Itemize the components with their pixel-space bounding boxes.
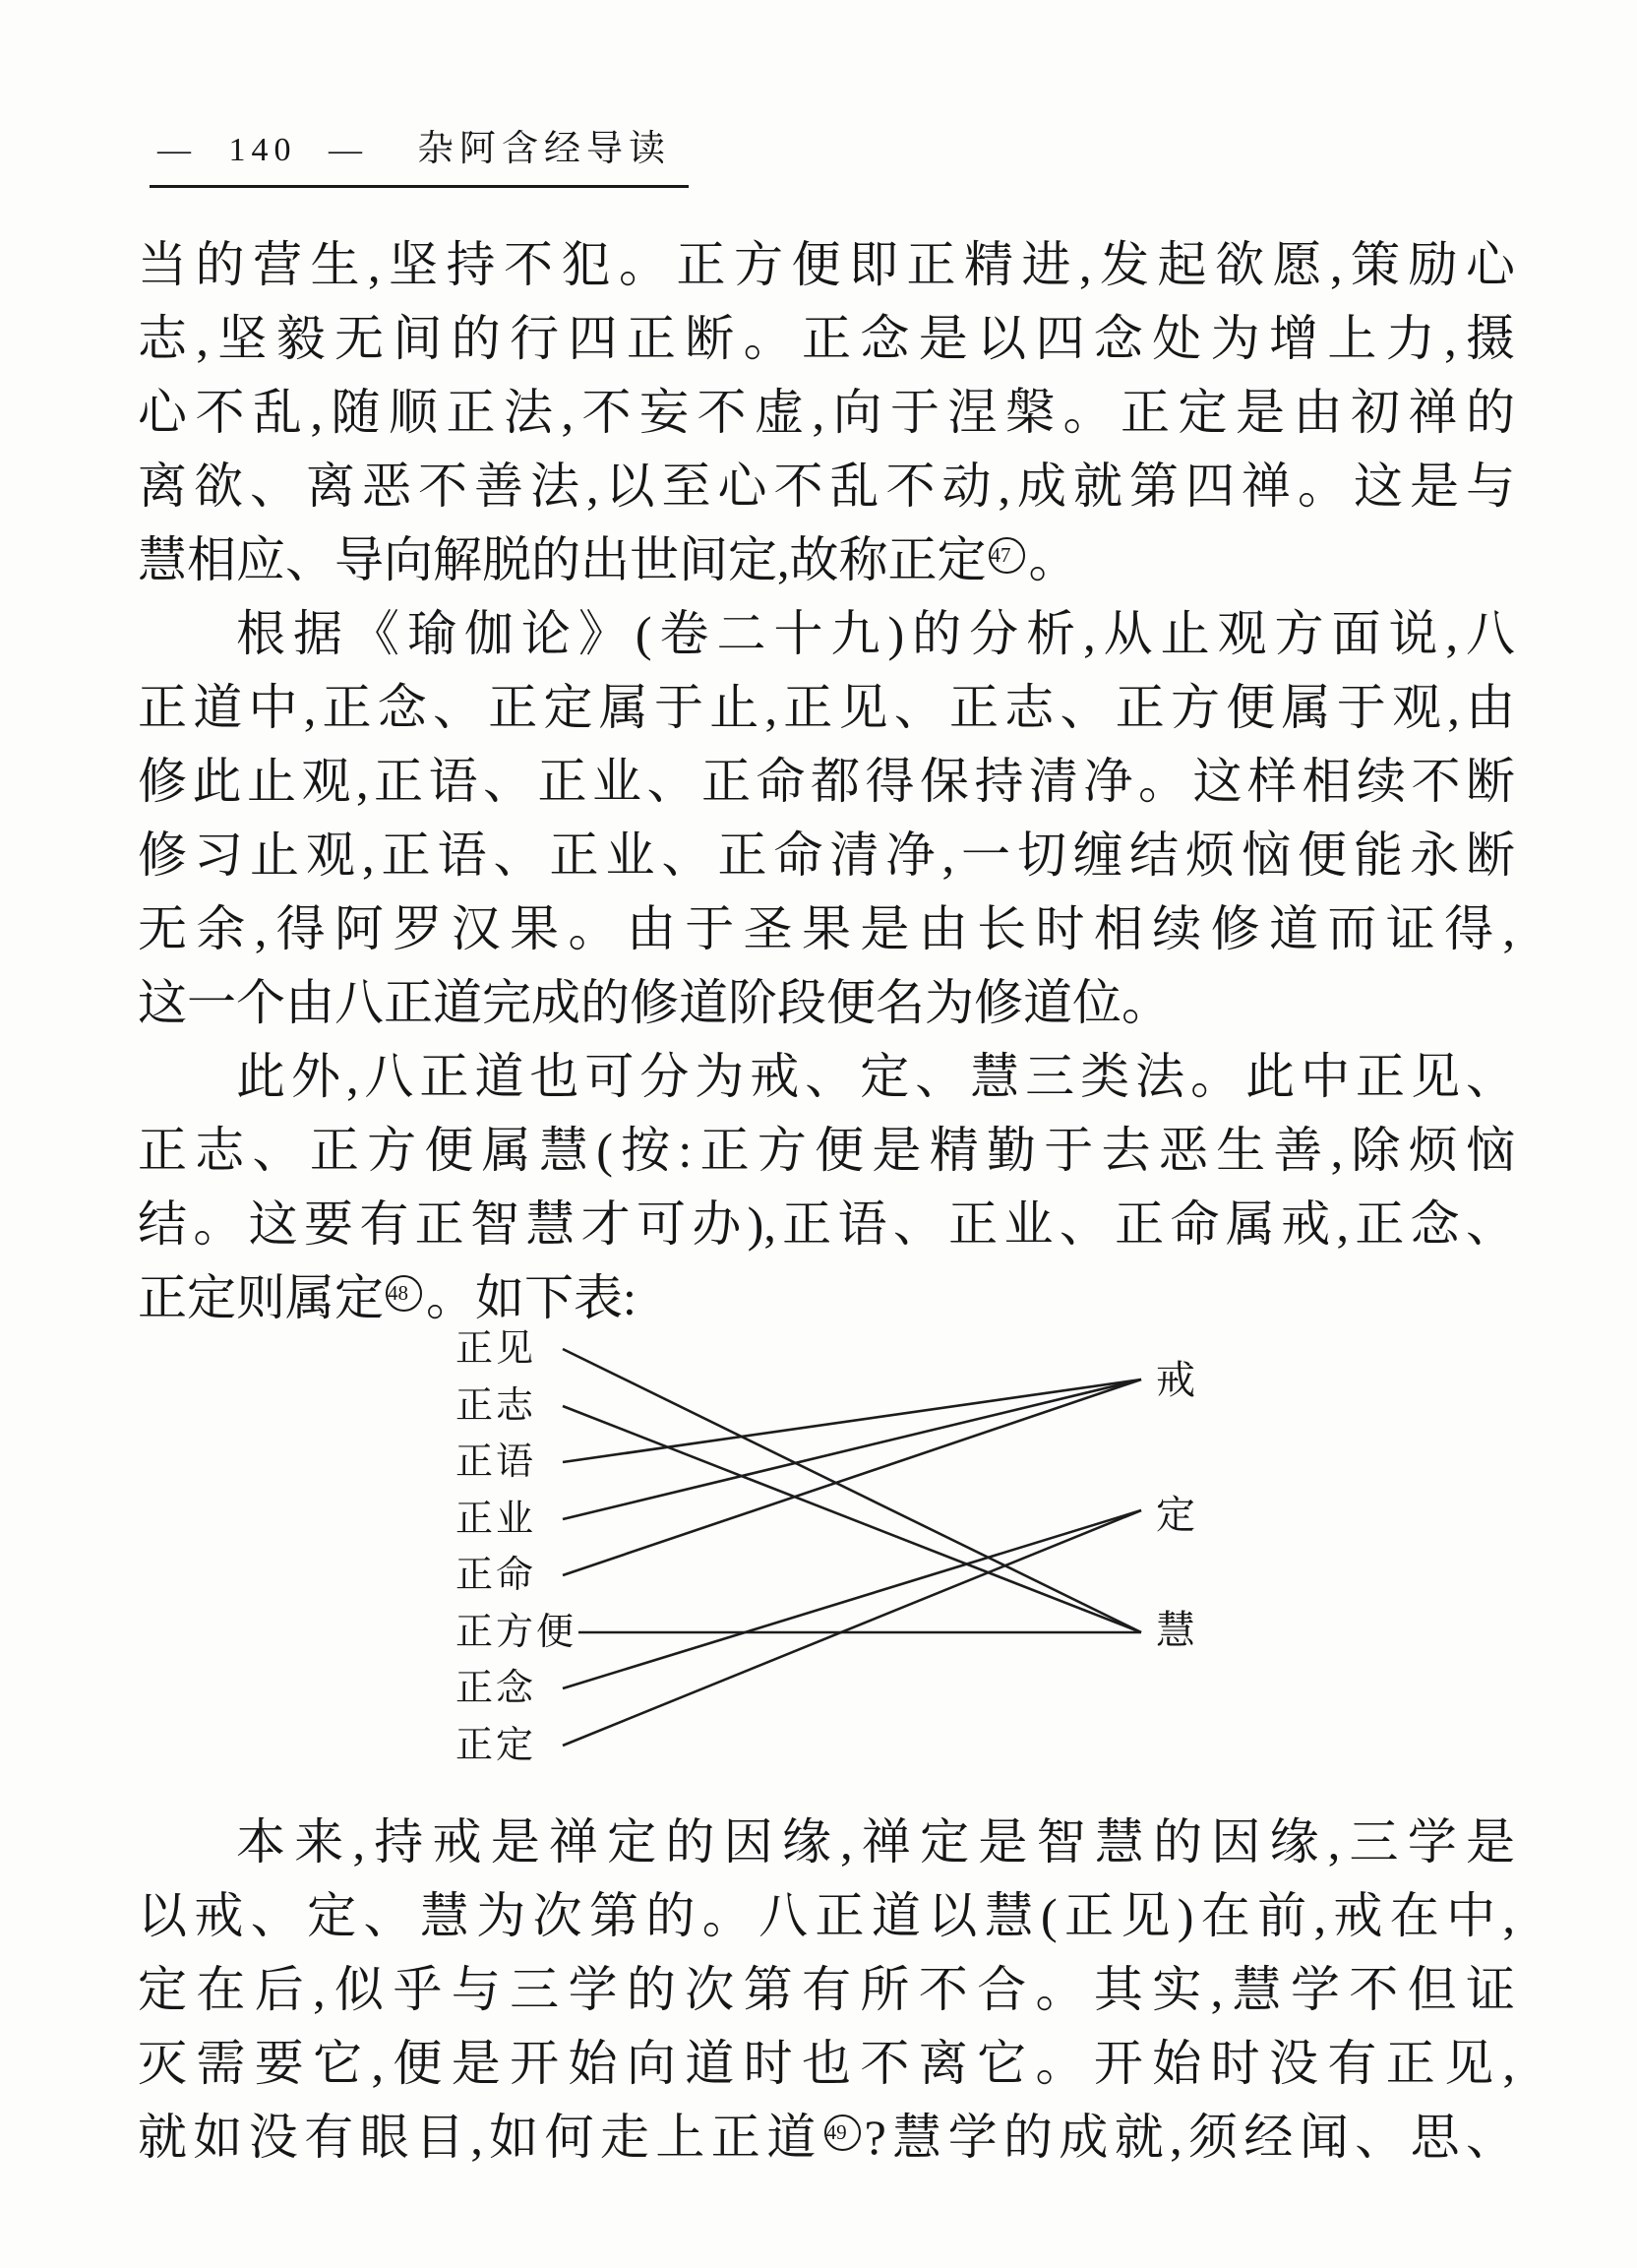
- text-run: 当的营生,坚持不犯。正方便即正精进,发起欲愿,策励心: [138, 237, 1515, 292]
- text-run: 结。这要有正智慧才可办),正语、正业、正命属戒,正念、: [138, 1196, 1515, 1252]
- text-run: 修习止观,正语、正业、正命清净,一切缠结烦恼便能永断: [138, 828, 1515, 883]
- diagram-left-label: 正念: [455, 1668, 537, 1709]
- page-number: — 140 —: [157, 132, 368, 168]
- text-run: 。: [1028, 532, 1078, 587]
- diagram-left-label: 正志: [455, 1385, 537, 1427]
- text-line: [138, 523, 1515, 597]
- text-run: 慧相应、导向解脱的出世间定,故称正定: [138, 532, 987, 587]
- eightfold-path-diagram: [138, 1309, 1515, 1801]
- footnote-marker: 49: [824, 2115, 861, 2151]
- text-run: 根据《瑜伽论》(卷二十九)的分析,从止观方面说,八: [236, 606, 1515, 661]
- text-line: [138, 2027, 1515, 2101]
- text-line: [138, 819, 1515, 892]
- text-line: [138, 671, 1515, 745]
- text-line: [138, 1188, 1515, 1261]
- text-run: 定在后,似乎与三学的次第有所不合。其实,慧学不但证: [138, 1962, 1515, 2017]
- diagram-left-label: 正定: [455, 1725, 537, 1766]
- diagram-left-label: 正方便: [455, 1612, 577, 1653]
- diagram-left-label: 正见: [455, 1328, 537, 1370]
- book-title: 杂阿含经导读: [417, 129, 671, 169]
- text-run: ?慧学的成就,须经闻、思、: [864, 2110, 1515, 2165]
- text-run: 离欲、离恶不善法,以至心不乱不动,成就第四禅。这是与: [138, 459, 1515, 514]
- text-run: 灭需要它,便是开始向道时也不离它。开始时没有正见,: [138, 2036, 1515, 2091]
- page-header: [150, 118, 689, 188]
- text-line: [138, 1953, 1515, 2027]
- text-run: 志,坚毅无间的行四正断。正念是以四念处为增上力,摄: [138, 311, 1515, 366]
- text-line: [138, 376, 1515, 450]
- diagram-left-label: 正命: [455, 1555, 537, 1596]
- text-line: [138, 1879, 1515, 1953]
- text-run: 以戒、定、慧为次第的。八正道以慧(正见)在前,戒在中,: [138, 1888, 1515, 1943]
- footnote-marker: 48: [386, 1275, 422, 1312]
- text-run: 。如下表:: [426, 1270, 637, 1325]
- text-line: [138, 1114, 1515, 1188]
- diagram-left-label: 正业: [455, 1499, 537, 1540]
- body-text-lower: [138, 1806, 1515, 2175]
- diagram-left-label: 正语: [455, 1441, 537, 1483]
- text-line: [138, 597, 1515, 671]
- body-text-upper: [138, 228, 1515, 1335]
- text-run: 正道中,正念、正定属于止,正见、正志、正方便属于观,由: [138, 680, 1515, 735]
- text-line: [138, 892, 1515, 966]
- text-line: [138, 228, 1515, 302]
- text-line: [138, 745, 1515, 819]
- diagram-right-label: 定: [1156, 1493, 1198, 1537]
- text-line: [138, 1806, 1515, 1879]
- text-line: [138, 2101, 1515, 2175]
- text-run: 这一个由八正道完成的修道阶段便名为修道位。: [138, 975, 1171, 1030]
- text-run: 此外,八正道也可分为戒、定、慧三类法。此中正见、: [236, 1049, 1515, 1104]
- diagram-right-label: 戒: [1156, 1358, 1198, 1402]
- text-run: 正志、正方便属慧(按:正方便是精勤于去恶生善,除烦恼: [138, 1123, 1515, 1178]
- text-line: [138, 1040, 1515, 1114]
- text-run: 无余,得阿罗汉果。由于圣果是由长时相续修道而证得,: [138, 901, 1515, 956]
- text-run: 修此止观,正语、正业、正命都得保持清净。这样相续不断: [138, 754, 1515, 809]
- text-line: [138, 450, 1515, 523]
- footnote-marker: 47: [989, 537, 1025, 574]
- text-run: 本来,持戒是禅定的因缘,禅定是智慧的因缘,三学是: [236, 1814, 1515, 1870]
- text-line: [138, 966, 1515, 1040]
- connector-lines: [138, 1309, 1515, 1801]
- text-run: 就如没有眼目,如何走上正道: [138, 2110, 822, 2165]
- text-run: 正定则属定: [138, 1270, 384, 1325]
- text-line: [138, 302, 1515, 376]
- text-run: 心不乱,随顺正法,不妄不虚,向于涅槃。正定是由初禅的: [138, 385, 1515, 440]
- diagram-right-label: 慧: [1156, 1608, 1198, 1652]
